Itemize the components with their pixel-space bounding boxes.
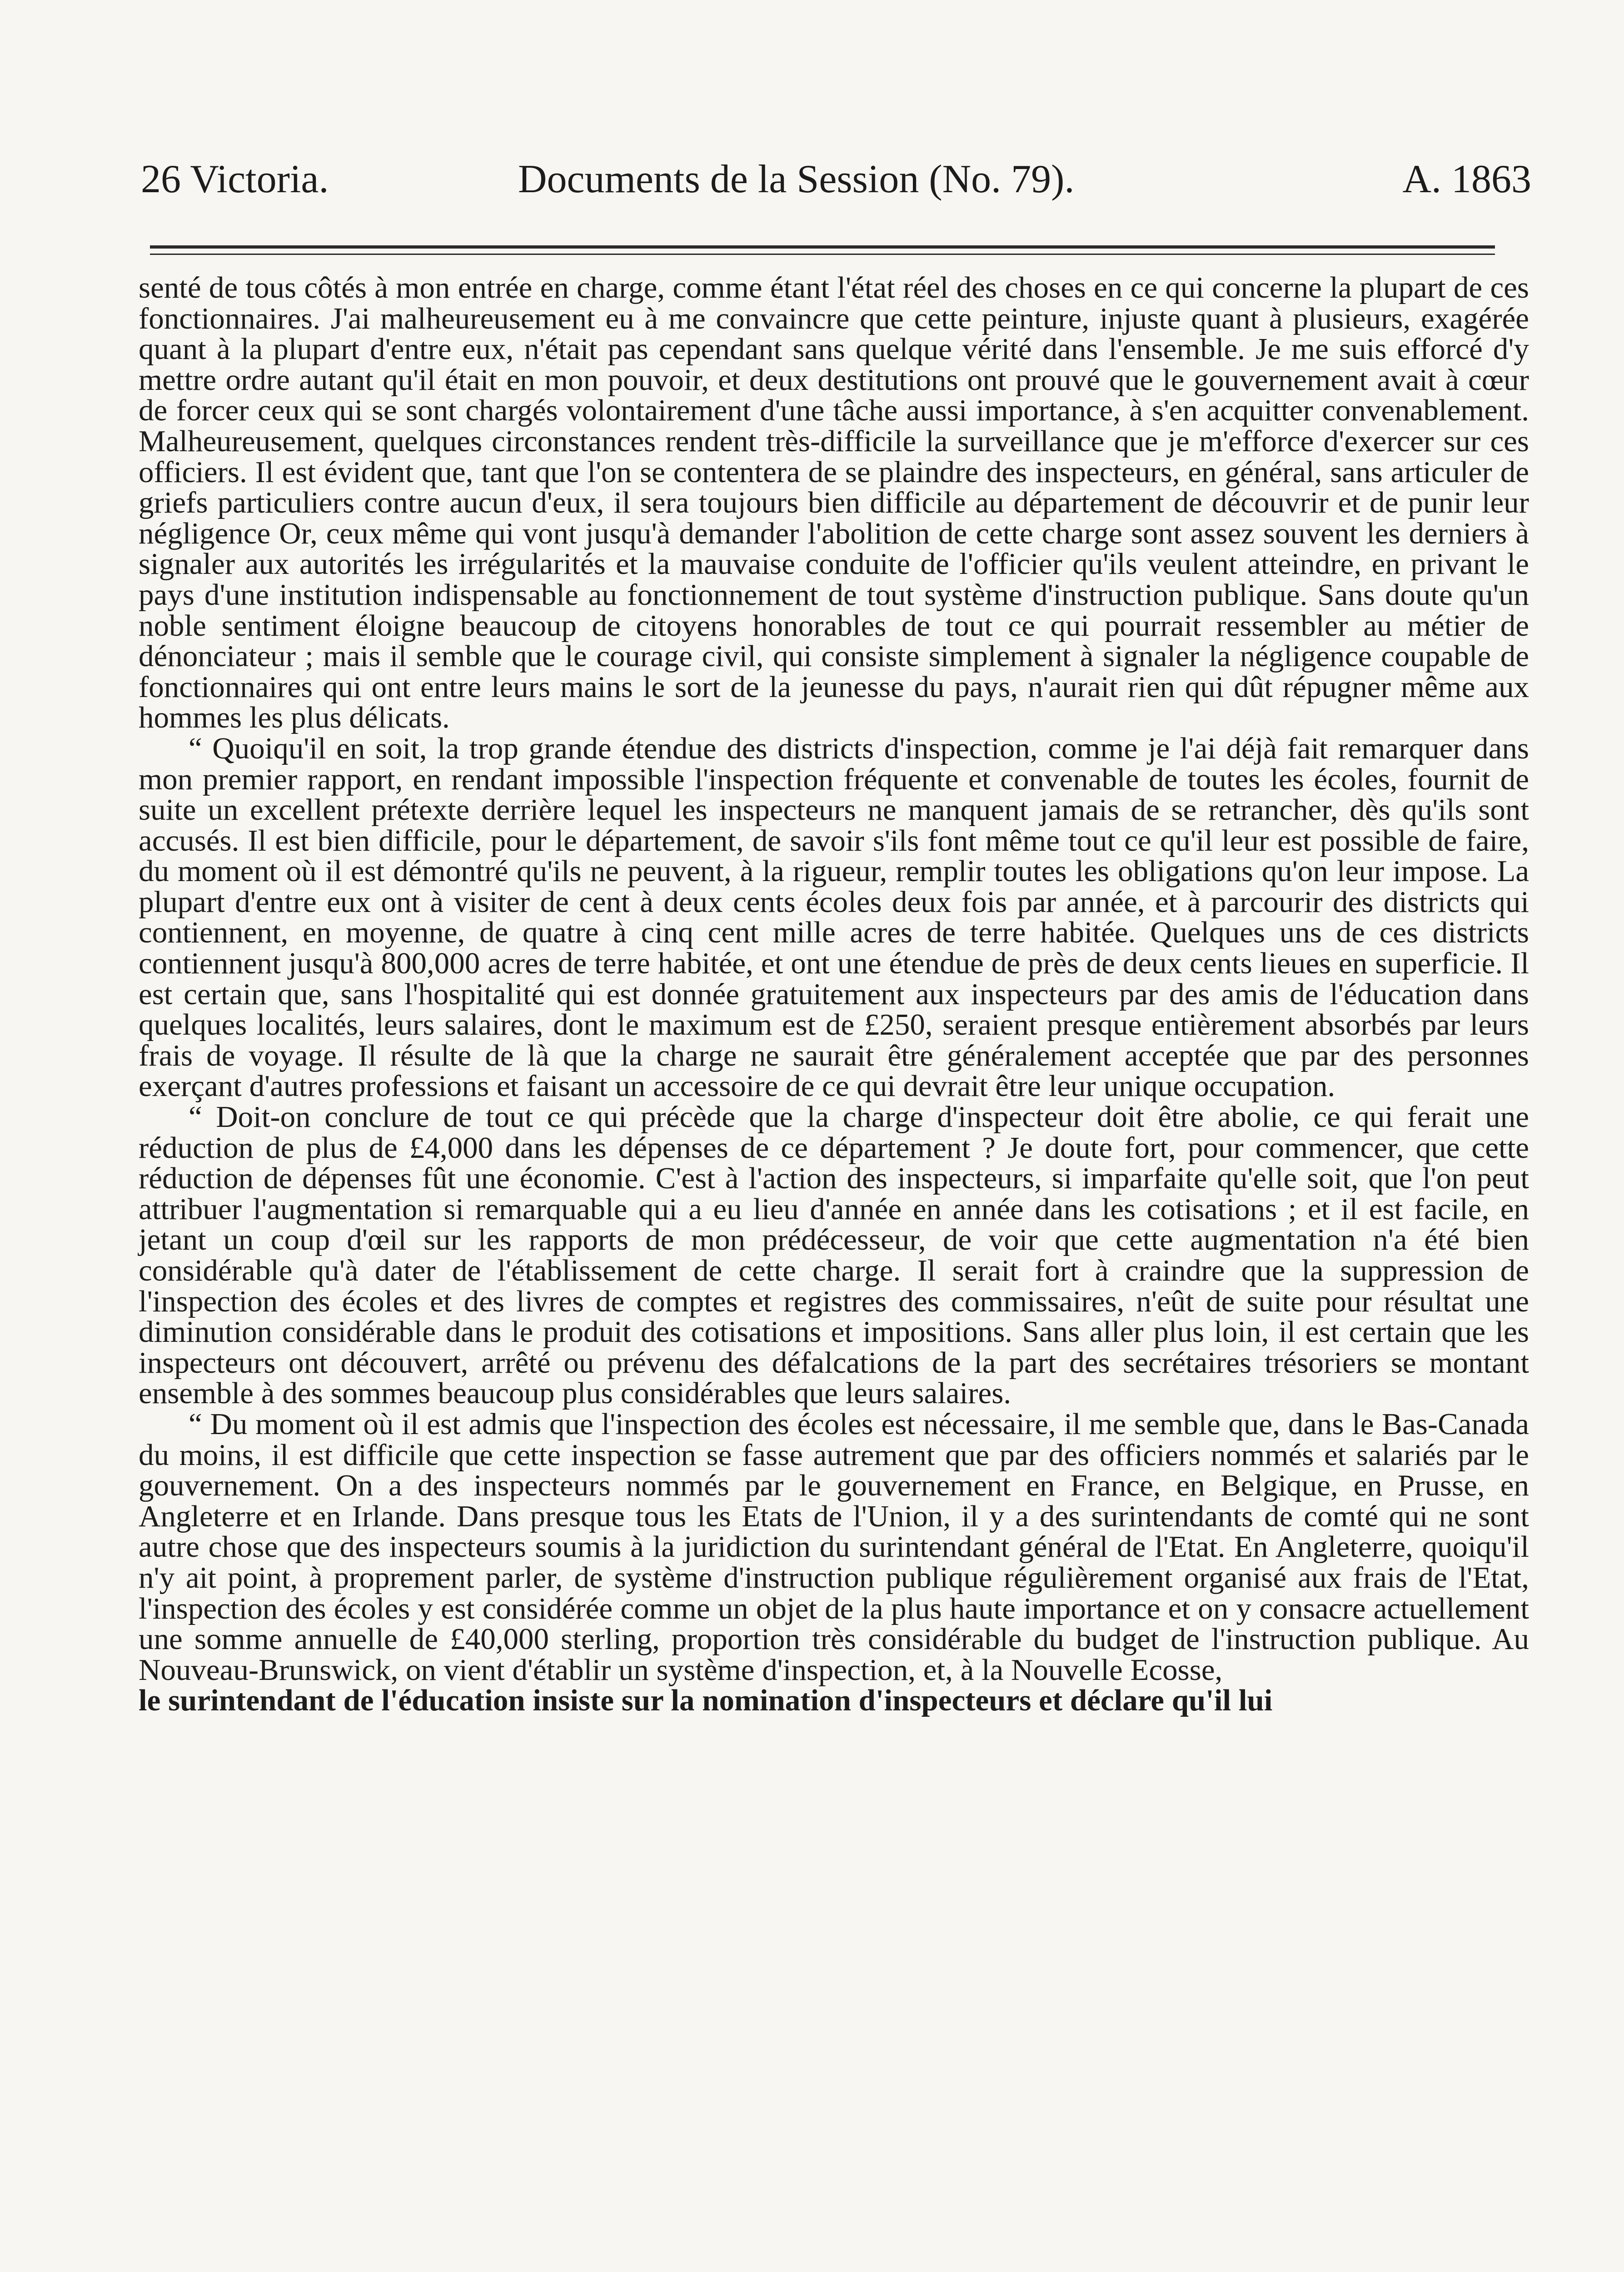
document-body [139, 273, 1529, 1716]
page-header [141, 150, 1531, 209]
paragraph-1: senté de tous côtés à mon entrée en charge, comme étant l'état réel des choses en ce qui concerne la plupart de ces fonctionnaires. J'ai malheureusement eu à me convaincre que cette peinture, injuste quant à plusieurs, exagérée quant à la plupart d'entre eux, n'était pas cependant sans quelque vérité dans l'ensemble. Je me suis efforcé d'y mettre ordre autant qu'il était en mon pouvoir, et deux destitutions ont prouvé que le gouvernement avait à cœur de forcer ceux qui se sont chargés volontairement d'une tâche aussi importance, à s'en acquitter convenablement. Malheureusement, quelques circonstances rendent très-difficile la surveillance que je m'efforce d'exercer sur ces officiers. Il est évident que, tant que l'on se contentera de se plaindre des inspecteurs, en général, sans articuler de griefs particuliers contre aucun d'eux, il sera toujours bien difficile au département de découvrir et de punir leur négligence Or, ceux même qui vont jusqu'à demander l'abolition de cette charge sont assez souvent les derniers à signaler aux autorités les irrégularités et la mauvaise conduite de l'officier qu'ils veulent atteindre, en privant le pays d'une institution indispensable au fonctionnement de tout système d'instruction publique. Sans doute qu'un noble sentiment éloigne beaucoup de citoyens honorables de tout ce qui pourrait ressembler au métier de dénonciateur ; mais il semble que le courage civil, qui consiste simplement à signaler la négligence coupable de fonctionnaires qui ont entre leurs mains le sort de la jeunesse du pays, n'aurait rien qui dût répugner même aux hommes les plus délicats. [139, 271, 1529, 735]
header-year: A. 1863 [1402, 157, 1531, 201]
header-rule-thick [150, 245, 1495, 249]
header-rule-thin [150, 254, 1495, 255]
header-title: Documents de la Session (No. 79). [518, 157, 1075, 201]
header-session: 26 Victoria. [141, 157, 329, 201]
last-line: le surintendant de l'éducation insiste sur la nomination d'inspecteurs et déclare qu'il lui [139, 1684, 1273, 1718]
paragraph-3: “ Doit-on conclure de tout ce qui précède que la charge d'inspecteur doit être abolie, ce qui ferait une réduction de plus de £4,000 dans les dépenses de ce département ? Je doute fort, pour commencer, que cette réduction de dépenses fût une économie. C'est à l'action des inspecteurs, si imparfaite qu'elle soit, que l'on peut attribuer l'augmentation si remarquable qui a eu lieu d'année en année dans les cotisations ; et il est facile, en jetant un coup d'œil sur les rapports de mon prédécesseur, de voir que cette augmentation n'a été bien considérable qu'à dater de l'établissement de cette charge. Il serait fort à craindre que la suppression de l'inspection des écoles et des livres de comptes et registres des commissaires, n'eût de suite pour résultat une diminution considérable dans le produit des cotisations et impositions. Sans aller plus loin, il est certain que les inspecteurs ont découvert, arrêté ou prévenu des défalcations de la part des secrétaires trésoriers se montant ensemble à des sommes beaucoup plus considérables que leurs salaires. [139, 1100, 1529, 1410]
paragraph-4: “ Du moment où il est admis que l'inspection des écoles est nécessaire, il me semble que, dans le Bas-Canada du moins, il est difficile que cette inspection se fasse autrement que par des officiers nommés et salariés par le gouvernement. On a des inspecteurs nommés par le gouvernement en France, en Belgique, en Prusse, en Angleterre et en Irlande. Dans presque tous les Etats de l'Union, il y a des surintendants de comté qui ne sont autre chose que des inspecteurs soumis à la juridiction du surintendant général de l'Etat. En Angleterre, quoiqu'il n'y ait point, à proprement parler, de système d'instruction publique régulièrement organisé aux frais de l'Etat, l'inspection des écoles y est considérée comme un objet de la plus haute importance et on y consacre actuellement une somme annuelle de £40,000 sterling, proportion très considérable du budget de l'instruction publique. Au Nouveau-Brunswick, on vient d'établir un système d'inspection, et, à la Nouvelle Ecosse, [139, 1407, 1529, 1687]
paragraph-2: “ Quoiqu'il en soit, la trop grande étendue des districts d'inspection, comme je l'ai déjà fait remarquer dans mon premier rapport, en rendant impossible l'inspection fréquente et convenable de toutes les écoles, fournit de suite un excellent prétexte derrière lequel les inspecteurs ne manquent jamais de se retrancher, dès qu'ils sont accusés. Il est bien difficile, pour le département, de savoir s'ils font même tout ce qu'il leur est possible de faire, du moment où il est démontré qu'ils ne peuvent, à la rigueur, remplir toutes les obligations qu'on leur impose. La plupart d'entre eux ont à visiter de cent à deux cents écoles deux fois par année, et à parcourir des districts qui contiennent, en moyenne, de quatre à cinq cent mille acres de terre habitée. Quelques uns de ces districts contiennent jusqu'à 800,000 acres de terre habitée, et ont une étendue de près de deux cents lieues en superficie. Il est certain que, sans l'hospitalité qui est donnée gratuitement aux inspecteurs par des amis de l'éducation dans quelques localités, leurs salaires, dont le maximum est de £250, seraient presque entièrement absorbés par leurs frais de voyage. Il résulte de là que la charge ne saurait être généralement acceptée que par des personnes exerçant d'autres professions et faisant un accessoire de ce qui devrait être leur unique occupation. [139, 731, 1529, 1103]
